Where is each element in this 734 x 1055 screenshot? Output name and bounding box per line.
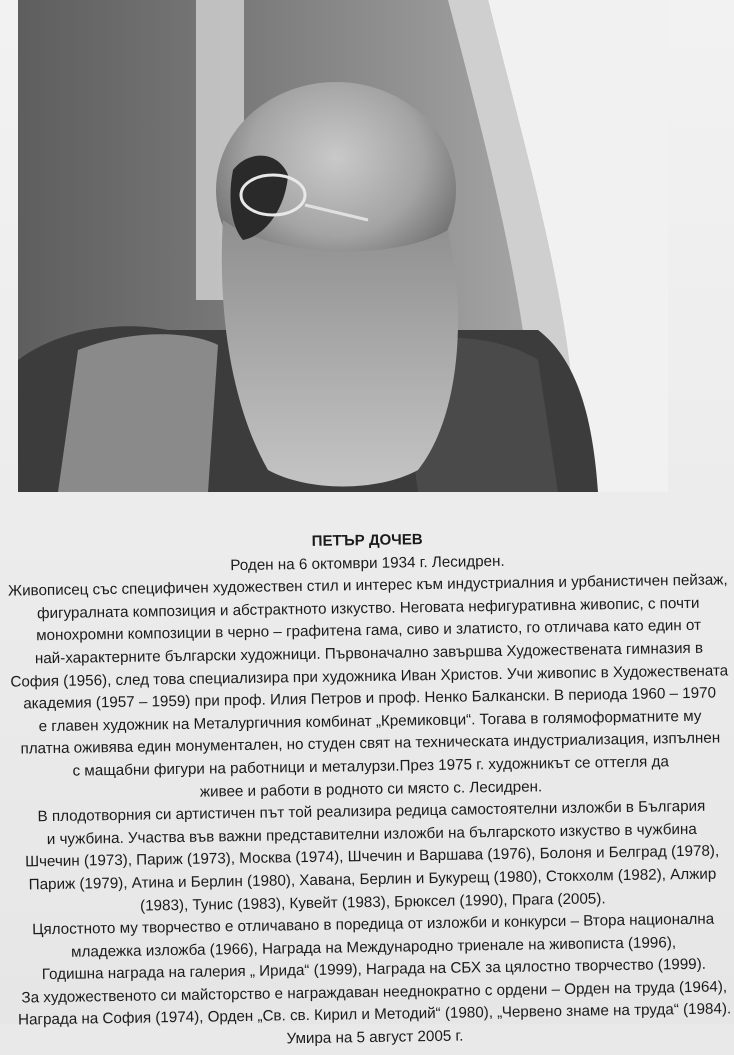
bio-line: академия (1957 – 1959) при проф. Илия Петров и проф. Ненко Балкански. В периода 1960 – 1970 xyxy=(23,684,717,713)
bio-line: най-характерните български художници. Първоначално завършва Художествената гимназия в xyxy=(34,639,704,668)
bio-line: е главен художник на Металургичния комбинат „Кремиковци“. Тогава в голямоформатните му xyxy=(38,707,702,735)
bio-line: (1983), Тунис (1983), Кувейт (1983), Брюксел (1990), Прага (2005). xyxy=(139,889,606,915)
bio-line: фигуралната композиция и абстрактното изкуство. Неговата нефигуративна живопис, с почти xyxy=(36,594,700,622)
bio-line: платна оживява един монументален, но студен свят на техническата индустриализация, изпълнен xyxy=(20,729,721,758)
bio-line: Цялостното му творчество е отличавано в поредица от изложби и конкурси – Втора национална xyxy=(32,910,715,939)
bio-line: Живописец със специфичен художествен стил и интерес към индустриалния и урбанистичен пейзаж, xyxy=(7,571,728,600)
artist-name-heading: ПЕТЪР ДОЧЕВ xyxy=(311,531,423,550)
bio-line: Умира на 5 август 2005 г. xyxy=(286,1027,464,1048)
bio-line: Годишна награда на галерия „ Ирида“ (1999), Награда на СБХ за цялостно творчество (1999). xyxy=(41,956,707,984)
bio-line: с мащабни фигури на работници и металурзи.През 1975 г. художникът се оттегля да xyxy=(72,753,669,780)
bio-line: За художественото си майсторство е награждаван нееднократно с ордени – Орден на труда (1964), xyxy=(21,978,728,1007)
biography-text xyxy=(0,524,734,1055)
bio-line: София (1956), след това специализира при художника Иван Христов. Учи живопис в Художествената xyxy=(10,661,729,691)
bio-line: монохромни композиции в черно – графитена гама, сиво и златисто, го отличава като един от xyxy=(36,617,702,645)
portrait-photo-graphic xyxy=(18,0,668,492)
bio-line: Шчечин (1973), Париж (1973), Москва (1974), Шчечин и Варшава (1976), Болоня и Белград (1978), xyxy=(24,842,720,871)
bio-line: живее и работи в родното си място с. Лесидрен. xyxy=(199,777,543,801)
bio-line: Роден на 6 октомври 1934 г. Лесидрен. xyxy=(230,552,505,574)
bio-line: В плодотворния си артистичен път той реализира редица самостоятелни изложби в България xyxy=(37,797,706,826)
bio-line: Париж (1979), Атина и Берлин (1980), Хавана, Берлин и Букурещ (1980), Стокхолм (1982), Алжир xyxy=(28,865,717,894)
bio-line: младежка изложба (1966), Награда на Международно триенале на живописта (1996), xyxy=(70,933,677,961)
portrait-photo xyxy=(18,0,668,492)
bio-line: Награда на София (1974), Орден „Св. св. Кирил и Методий“ (1980), „Червено знаме на труда“ (1984). xyxy=(17,1000,732,1030)
bio-line: и чужбина. Участва във важни представителни изложби на българското изкуство в чужбина xyxy=(46,820,697,848)
